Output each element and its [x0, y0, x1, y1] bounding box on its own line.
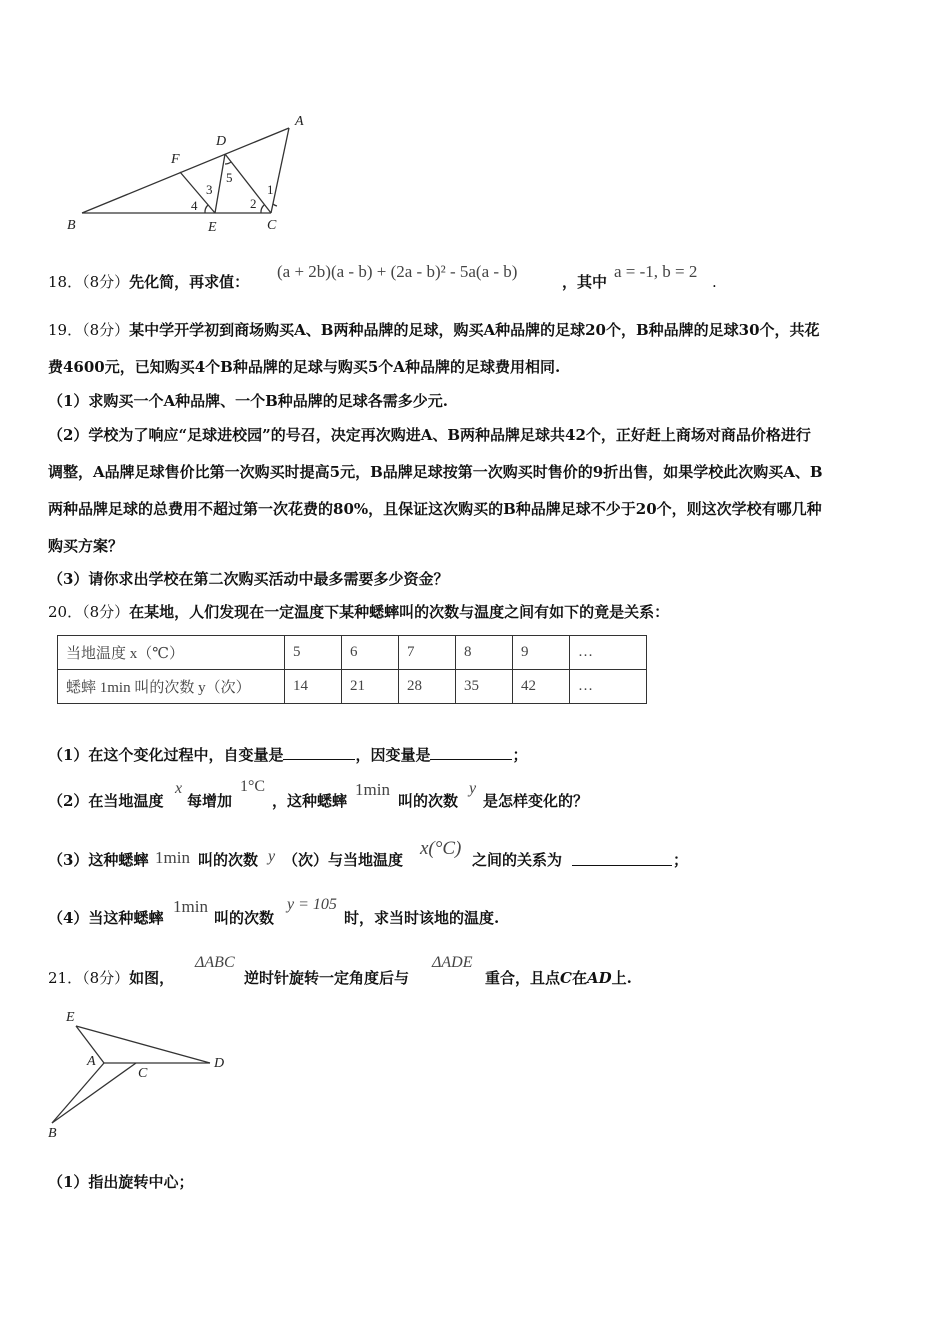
q21-line1-end: [485, 968, 632, 988]
q21-text-b: 逆时针旋转一定角度后与: [244, 969, 410, 987]
q19-line2: 费4600元，已知购买4个B种品牌的足球与购买5个A种品牌的足球费用相同.: [48, 358, 561, 376]
q20-line1: [48, 602, 669, 622]
q20-sub3-min: 1min: [155, 848, 190, 867]
q21-segment-ad: AD: [586, 969, 612, 987]
q18-mid: ，其中: [562, 273, 608, 291]
q19-sub1: （1）求购买一个A种品牌、一个B种品牌的足球各需多少元.: [48, 392, 448, 410]
q20-sub3-y: y: [268, 848, 276, 865]
q20-sub2-d: 叫的次数: [398, 792, 459, 810]
q19-score: （8分）: [82, 321, 130, 339]
q20-sub2-c: ，这种蟋蟀: [272, 792, 348, 810]
q20-sub4-min: 1min: [173, 897, 208, 916]
angle-label-5: 5: [226, 170, 233, 185]
fig21-label-c: C: [138, 1066, 148, 1081]
q21-text-e: 上.: [611, 969, 632, 987]
q20-sub3-b: 叫的次数: [198, 851, 259, 869]
q18-number: 18．: [48, 273, 83, 291]
q18-end: .: [712, 273, 717, 291]
table-cell: 28: [399, 670, 456, 704]
angle-label-3: 3: [206, 182, 213, 197]
q20-sub2-min: 1min: [355, 780, 390, 799]
q21-text-c: 重合，且点: [485, 969, 561, 987]
q20-sub1-b: ，因变量是: [355, 746, 431, 764]
q18-expression: (a + 2b)(a - b) + (2a - b)² - 5a(a - b): [277, 262, 518, 281]
line-ba: [82, 128, 289, 213]
table-cell: 5: [285, 636, 342, 670]
q20-text: 在某地，人们发现在一定温度下某种蟋蟀叫的次数与温度之间有如下的竟是关系：: [129, 603, 670, 621]
angle-label-2: 2: [250, 196, 257, 211]
figure-rotation: [40, 1008, 240, 1148]
fig21-label-e: E: [66, 1010, 75, 1025]
q21-score: （8分）: [82, 969, 130, 987]
line-ed: [76, 1026, 210, 1063]
table-cell: 35: [456, 670, 513, 704]
fig21-label-b: B: [48, 1126, 57, 1141]
arc-angle-2: [261, 205, 264, 213]
line-ac: [271, 128, 289, 213]
table-header-temperature: 当地温度 x（℃）: [58, 636, 285, 670]
q20-score: （8分）: [82, 603, 130, 621]
line-ab: [52, 1063, 104, 1123]
q20-sub3-d: 之间的关系为: [472, 851, 563, 869]
q21-number: 21．: [48, 969, 83, 987]
q20-table: [57, 635, 647, 704]
label-f: F: [171, 152, 180, 167]
table-cell: 8: [456, 636, 513, 670]
line-de: [215, 154, 225, 213]
q20-sub2-a: （2）在当地温度: [48, 792, 164, 810]
fig21-label-d: D: [214, 1056, 225, 1071]
q20-sub4-b: 叫的次数: [214, 909, 275, 927]
q19-sub2-line1: （2）学校为了响应“足球进校园”的号召，决定再次购进A、B两种品牌足球共42个，正好赶上商场对商品价格进行: [48, 426, 811, 444]
angle-label-1: 1: [267, 182, 274, 197]
q20-sub1-a: （1）在这个变化过程中，自变量是: [48, 746, 284, 764]
label-d: D: [216, 134, 227, 149]
q20-sub3-x: x(°C): [420, 838, 462, 859]
table-cell: 7: [399, 636, 456, 670]
line-bc: [52, 1063, 136, 1123]
q21-sub1: （1）指出旋转中心；: [48, 1173, 194, 1191]
arc-angle-4: [205, 205, 208, 213]
q19-sub2-line3: 两种品牌足球的总费用不超过第一次花费的80%，且保证这次购买的B种品牌足球不少于20个，则这次学校有哪几种: [48, 500, 822, 518]
q20-sub3-a: （3）这种蟋蟀: [48, 851, 149, 869]
q20-sub4-a: （4）当这种蟋蟀: [48, 909, 164, 927]
q18-score: （8分）: [82, 273, 130, 291]
fig21-label-a: A: [87, 1054, 96, 1069]
q21-abc: ΔABC: [195, 954, 235, 971]
q20-sub3-e: ；: [673, 851, 689, 869]
table-header-chirps: 蟋蟀 1min 叫的次数 y（次）: [58, 670, 285, 704]
q20-number: 20．: [48, 603, 83, 621]
table-cell: 21: [342, 670, 399, 704]
q20-sub2-e: 是怎样变化的？: [483, 792, 589, 810]
q20-sub1: [48, 745, 527, 765]
q19-sub2-line4: 购买方案？: [48, 537, 124, 555]
q19-sub3: （3）请你求出学校在第二次购买活动中最多需要多少资金？: [48, 570, 449, 588]
q20-sub2-y: y: [469, 780, 477, 797]
table-cell: …: [570, 636, 647, 670]
table-cell: 9: [513, 636, 570, 670]
label-c: C: [267, 218, 277, 233]
angle-label-4: 4: [191, 198, 198, 213]
label-b: B: [67, 218, 76, 233]
table-cell: …: [570, 670, 647, 704]
q21-text-d: 在: [571, 969, 587, 987]
q20-sub1-c: ；: [512, 746, 528, 764]
q21-point-c: C: [560, 969, 572, 987]
q20-sub4-c: 时，求当时该地的温度.: [344, 909, 500, 927]
q21-line1-start: [48, 968, 174, 988]
question-18: [48, 272, 249, 292]
blank-dependent-variable[interactable]: [430, 745, 512, 760]
table-cell: 42: [513, 670, 570, 704]
label-e: E: [208, 220, 217, 235]
q19-text-1: 某中学开学初到商场购买A、B两种品牌的足球，购买A种品牌的足球20个，B种品牌的足球30个，共花: [129, 321, 820, 339]
q21-text-a: 如图，: [129, 969, 175, 987]
triangle-figure-svg: [55, 110, 325, 240]
arc-angle-5: [225, 162, 231, 164]
table-cell: 14: [285, 670, 342, 704]
q18-text: 先化简，再求值：: [129, 273, 250, 291]
table-row-temperature: [58, 636, 647, 670]
q19-sub2-line2: 调整，A品牌足球售价比第一次购买时提高5元，B品牌足球按第一次购买时售价的9折出售，如果学校此次购买A、B: [48, 463, 823, 481]
table-row-chirps: [58, 670, 647, 704]
q20-sub2-b: 每增加: [187, 792, 233, 810]
q19-line1: [48, 320, 820, 340]
arc-angle-1: [273, 204, 277, 206]
q20-sub4-y: y = 105: [287, 896, 337, 913]
label-a: A: [295, 114, 304, 129]
table-cell: 6: [342, 636, 399, 670]
q20-sub2-x: x: [175, 780, 183, 797]
figure-triangle-bde: [55, 110, 325, 240]
q20-sub3-c: （次）与当地温度: [283, 851, 404, 869]
q21-ade: ΔADE: [432, 954, 473, 971]
q20-sub2-deg: 1°C: [240, 778, 266, 795]
q18-condition: a = -1, b = 2: [614, 262, 698, 281]
blank-relationship[interactable]: [572, 851, 672, 866]
q19-number: 19．: [48, 321, 83, 339]
blank-independent-variable[interactable]: [283, 745, 355, 760]
